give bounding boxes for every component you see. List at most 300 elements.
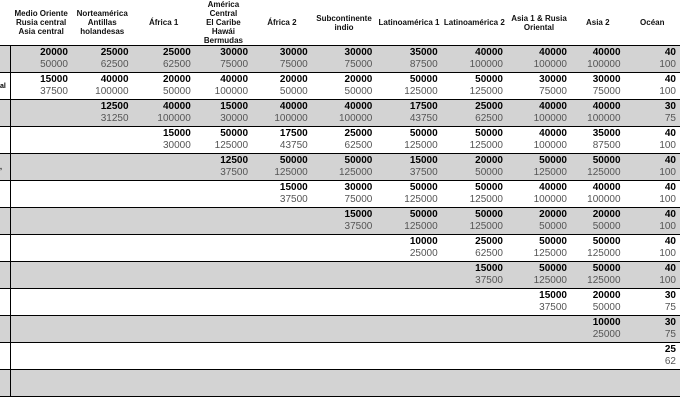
table-cell — [195, 73, 252, 100]
cell-points-value: 125000 — [404, 140, 438, 151]
cell-weight-value: 40000 — [592, 47, 621, 58]
table-cell — [133, 208, 195, 235]
cell-weight-value: 50000 — [344, 155, 373, 166]
table-cell — [72, 343, 133, 370]
table-cell — [376, 262, 441, 289]
cell-points-value: 125000 — [587, 167, 621, 178]
cell-points-value: 75000 — [279, 59, 308, 70]
cell-points-value: 100 — [659, 59, 676, 70]
table-cell — [133, 370, 195, 397]
cell-points-value: 125000 — [533, 167, 567, 178]
table-cell — [195, 100, 252, 127]
cell-points-value: 100000 — [274, 113, 308, 124]
cell-weight-value: 30000 — [279, 47, 308, 58]
table-cell — [376, 235, 441, 262]
cell-weight-value: 40 — [664, 263, 676, 274]
cell-points-value: 25000 — [409, 248, 438, 259]
cell-weight-value: 40000 — [592, 101, 621, 112]
table-cell — [10, 262, 72, 289]
column-header: Asia 1 & Rusia Oriental — [507, 0, 571, 46]
table-cell — [252, 154, 312, 181]
table-cell — [312, 235, 377, 262]
table-cell — [507, 235, 571, 262]
table-cell — [312, 370, 377, 397]
table-cell — [442, 46, 507, 73]
cell-weight-value: 30 — [664, 317, 676, 328]
cell-points-value: 50000 — [40, 59, 68, 70]
cell-points-value: 100 — [659, 248, 676, 259]
table-cell — [252, 289, 312, 316]
table-cell — [133, 262, 195, 289]
table-cell — [625, 46, 680, 73]
table-cell — [571, 181, 625, 208]
table-row — [0, 289, 680, 316]
cell-points-value: 125000 — [587, 248, 621, 259]
table-cell — [10, 127, 72, 154]
table-cell — [252, 370, 312, 397]
table-cell — [252, 100, 312, 127]
table-cell — [376, 181, 441, 208]
cell-points-value: 37500 — [539, 302, 567, 313]
table-row — [0, 181, 680, 208]
cell-points-value: 100 — [659, 140, 676, 151]
cell-weight-value: 25000 — [100, 47, 129, 58]
row-label-cell — [0, 208, 10, 235]
table-cell — [252, 181, 312, 208]
table-cell — [72, 235, 133, 262]
cell-points-value: 125000 — [214, 140, 249, 151]
table-cell — [72, 46, 133, 73]
cell-weight-value: 40000 — [279, 101, 308, 112]
cell-points-value: 100000 — [587, 59, 621, 70]
cell-points-value: 62500 — [162, 59, 191, 70]
row-label-cell: , — [0, 154, 10, 181]
cell-weight-value: 17500 — [409, 101, 438, 112]
cell-weight-value: 35000 — [592, 128, 621, 139]
table-cell — [442, 127, 507, 154]
cell-points-value: 125000 — [404, 86, 438, 97]
row-label-cell — [0, 100, 10, 127]
cell-weight-value: 40 — [664, 74, 676, 85]
cell-points-value: 62500 — [344, 140, 373, 151]
cell-weight-value: 12500 — [220, 155, 249, 166]
cell-weight-value: 25000 — [475, 101, 503, 112]
cell-weight-value: 25 — [664, 344, 676, 355]
table-cell — [625, 316, 680, 343]
cell-weight-value: 10000 — [592, 317, 621, 328]
cell-weight-value: 20000 — [539, 209, 567, 220]
cell-weight-value: 15000 — [279, 182, 308, 193]
cell-points-value: 37500 — [344, 221, 373, 232]
cell-weight-value: 30 — [664, 101, 676, 112]
cell-weight-value: 50000 — [409, 74, 438, 85]
table-cell — [442, 73, 507, 100]
table-cell — [312, 154, 377, 181]
cell-weight-value: 15000 — [162, 128, 191, 139]
table-cell — [252, 343, 312, 370]
table-cell — [195, 208, 252, 235]
cell-points-value: 100000 — [587, 194, 621, 205]
cell-weight-value: 25000 — [162, 47, 191, 58]
cell-points-value: 75 — [664, 113, 676, 124]
cell-weight-value: 50000 — [409, 128, 438, 139]
table-cell — [571, 127, 625, 154]
table-cell — [133, 235, 195, 262]
table-cell — [625, 181, 680, 208]
table-cell — [625, 343, 680, 370]
table-cell — [625, 127, 680, 154]
column-header: Medio Oriente Rusia central Asia central — [10, 0, 72, 46]
row-label-cell — [0, 343, 10, 370]
cell-weight-value: 40 — [664, 182, 676, 193]
table-cell — [442, 100, 507, 127]
table-cell — [133, 73, 195, 100]
cell-points-value: 100000 — [533, 140, 567, 151]
table-cell — [571, 316, 625, 343]
cell-weight-value: 20000 — [279, 74, 308, 85]
cell-weight-value: 50000 — [539, 263, 567, 274]
row-label-cell — [0, 316, 10, 343]
table-cell — [72, 154, 133, 181]
table-cell — [252, 262, 312, 289]
cell-weight-value: 40 — [664, 209, 676, 220]
table-cell — [133, 46, 195, 73]
cell-points-value: 100000 — [95, 86, 129, 97]
table-cell — [312, 316, 377, 343]
cell-points-value: 50000 — [279, 86, 308, 97]
table-cell — [571, 154, 625, 181]
cell-weight-value: 40 — [664, 155, 676, 166]
table-cell — [133, 100, 195, 127]
cell-weight-value: 40 — [664, 128, 676, 139]
cell-weight-value: 40000 — [344, 101, 373, 112]
cell-points-value: 125000 — [587, 275, 621, 286]
table-cell — [507, 73, 571, 100]
row-label-cell — [0, 262, 10, 289]
cell-points-value: 50000 — [344, 86, 373, 97]
table-cell — [10, 73, 72, 100]
table-cell — [10, 316, 72, 343]
table-cell — [571, 262, 625, 289]
cell-weight-value: 35000 — [409, 47, 438, 58]
cell-weight-value: 50000 — [475, 209, 503, 220]
table-cell — [442, 181, 507, 208]
cell-weight-value: 30000 — [592, 74, 621, 85]
table-cell — [571, 343, 625, 370]
table-cell — [442, 343, 507, 370]
cell-points-value: 75000 — [344, 194, 373, 205]
cell-weight-value: 20000 — [475, 155, 503, 166]
table-cell — [376, 154, 441, 181]
table-cell — [133, 181, 195, 208]
cell-weight-value: 50000 — [409, 209, 438, 220]
table-cell — [312, 100, 377, 127]
table-cell — [442, 370, 507, 397]
cell-weight-value: 40000 — [539, 101, 567, 112]
table-cell — [195, 316, 252, 343]
table-cell — [195, 262, 252, 289]
table-cell — [133, 343, 195, 370]
cell-points-value: 37500 — [279, 194, 308, 205]
table-cell — [507, 370, 571, 397]
cell-points-value: 75000 — [592, 86, 621, 97]
table-cell — [442, 154, 507, 181]
table-cell — [625, 262, 680, 289]
table-cell — [507, 181, 571, 208]
cell-weight-value: 15000 — [40, 74, 68, 85]
column-header: Latinoamérica 2 — [442, 0, 507, 46]
table-cell — [312, 181, 377, 208]
table-cell — [312, 343, 377, 370]
cell-weight-value: 25000 — [344, 128, 373, 139]
table-cell — [10, 208, 72, 235]
table-cell — [376, 46, 441, 73]
cell-weight-value: 50000 — [279, 155, 308, 166]
row-label-cell — [0, 181, 10, 208]
cell-points-value: 25000 — [592, 329, 621, 340]
table-cell — [376, 208, 441, 235]
table-cell — [10, 289, 72, 316]
cell-weight-value: 40 — [664, 236, 676, 247]
table-cell — [133, 127, 195, 154]
cell-points-value: 125000 — [469, 140, 503, 151]
cell-points-value: 50000 — [539, 221, 567, 232]
column-header: Subcontinente indio — [312, 0, 377, 46]
cell-points-value: 62500 — [475, 248, 503, 259]
table-cell — [507, 262, 571, 289]
table-cell — [442, 208, 507, 235]
cell-weight-value: 40000 — [539, 128, 567, 139]
table-cell — [625, 235, 680, 262]
table-cell — [625, 100, 680, 127]
cell-points-value: 100000 — [157, 113, 191, 124]
cell-points-value: 75 — [664, 329, 676, 340]
table-cell — [133, 316, 195, 343]
table-cell — [507, 343, 571, 370]
table-cell — [507, 46, 571, 73]
cell-weight-value: 50000 — [592, 155, 621, 166]
table-cell — [507, 127, 571, 154]
table-row — [0, 127, 680, 154]
cell-points-value: 125000 — [533, 275, 567, 286]
cell-points-value: 37500 — [40, 86, 68, 97]
table-cell — [442, 289, 507, 316]
table-cell — [72, 181, 133, 208]
table-row — [0, 46, 680, 73]
table-row — [0, 100, 680, 127]
cell-weight-value: 20000 — [592, 290, 621, 301]
table-cell — [571, 73, 625, 100]
cell-points-value: 50000 — [475, 167, 503, 178]
table-body — [0, 46, 680, 397]
table-cell — [72, 127, 133, 154]
cell-weight-value: 40000 — [220, 74, 249, 85]
row-label-cell — [0, 235, 10, 262]
cell-points-value: 37500 — [220, 167, 249, 178]
cell-weight-value: 50000 — [409, 182, 438, 193]
cell-weight-value: 15000 — [539, 290, 567, 301]
table-cell — [507, 154, 571, 181]
table-cell — [195, 154, 252, 181]
table-cell — [312, 289, 377, 316]
table-cell — [133, 289, 195, 316]
cell-points-value: 100000 — [587, 113, 621, 124]
table-cell — [376, 289, 441, 316]
table-row — [0, 262, 680, 289]
table-cell — [72, 73, 133, 100]
table-cell — [625, 370, 680, 397]
cell-points-value: 125000 — [338, 167, 373, 178]
cell-points-value: 50000 — [592, 221, 621, 232]
table-cell — [252, 316, 312, 343]
table-cell — [507, 208, 571, 235]
table-cell — [195, 46, 252, 73]
cell-weight-value: 50000 — [539, 236, 567, 247]
cell-points-value: 100000 — [338, 113, 373, 124]
cell-points-value: 31250 — [100, 113, 129, 124]
table-cell — [10, 100, 72, 127]
table-cell — [133, 154, 195, 181]
cell-points-value: 100000 — [533, 113, 567, 124]
column-header: Asia 2 — [571, 0, 625, 46]
row-label-cell: al — [0, 73, 10, 100]
cell-weight-value: 50000 — [475, 182, 503, 193]
cell-points-value: 75 — [664, 302, 676, 313]
cell-weight-value: 40000 — [539, 182, 567, 193]
cell-points-value: 62500 — [475, 113, 503, 124]
table-cell — [252, 235, 312, 262]
cell-points-value: 30000 — [162, 140, 191, 151]
cell-weight-value: 20000 — [592, 209, 621, 220]
cell-weight-value: 25000 — [475, 236, 503, 247]
table-cell — [312, 46, 377, 73]
table-cell — [10, 370, 72, 397]
table-cell — [507, 316, 571, 343]
cell-weight-value: 15000 — [344, 209, 373, 220]
column-header: Latinoamérica 1 — [376, 0, 441, 46]
cell-points-value: 125000 — [469, 194, 503, 205]
table-cell — [312, 262, 377, 289]
cell-weight-value: 12500 — [100, 101, 129, 112]
cell-points-value: 50000 — [592, 302, 621, 313]
cell-weight-value: 40000 — [475, 47, 503, 58]
cell-points-value: 100 — [659, 275, 676, 286]
column-header: Océan — [625, 0, 680, 46]
cell-points-value: 37500 — [475, 275, 503, 286]
table-row — [0, 316, 680, 343]
cell-weight-value: 17500 — [279, 128, 308, 139]
table-cell — [507, 100, 571, 127]
cell-points-value: 62 — [664, 356, 676, 367]
table-cell — [571, 370, 625, 397]
table-cell — [571, 46, 625, 73]
table-cell — [312, 73, 377, 100]
table-cell — [252, 46, 312, 73]
table-cell — [195, 181, 252, 208]
table-cell — [376, 316, 441, 343]
cell-points-value: 87500 — [592, 140, 621, 151]
cell-points-value: 75000 — [539, 86, 567, 97]
table-cell — [625, 154, 680, 181]
table-cell — [252, 208, 312, 235]
cell-weight-value: 10000 — [409, 236, 438, 247]
cell-weight-value: 15000 — [220, 101, 249, 112]
cell-points-value: 43750 — [279, 140, 308, 151]
cell-points-value: 100000 — [533, 59, 567, 70]
table-cell — [72, 289, 133, 316]
cell-weight-value: 20000 — [344, 74, 373, 85]
cell-weight-value: 40000 — [162, 101, 191, 112]
column-header: África 2 — [252, 0, 312, 46]
table-row — [0, 73, 680, 100]
cell-points-value: 37500 — [409, 167, 438, 178]
cell-weight-value: 20000 — [162, 74, 191, 85]
table-cell — [625, 73, 680, 100]
table-cell — [625, 289, 680, 316]
cell-weight-value: 50000 — [220, 128, 249, 139]
table-cell — [376, 343, 441, 370]
cell-weight-value: 30000 — [220, 47, 249, 58]
cell-weight-value: 40000 — [100, 74, 129, 85]
table-cell — [442, 316, 507, 343]
cell-points-value: 100 — [659, 194, 676, 205]
cell-points-value: 43750 — [409, 113, 438, 124]
cell-weight-value: 40 — [664, 47, 676, 58]
cell-points-value: 100 — [659, 86, 676, 97]
table-cell — [72, 316, 133, 343]
cell-points-value: 100 — [659, 167, 676, 178]
table-cell — [10, 235, 72, 262]
table-cell — [312, 127, 377, 154]
table-cell — [10, 154, 72, 181]
table-cell — [195, 235, 252, 262]
cell-points-value: 125000 — [469, 221, 503, 232]
table-cell — [625, 208, 680, 235]
table-cell — [571, 289, 625, 316]
cell-weight-value: 30000 — [344, 47, 373, 58]
cell-points-value: 30000 — [220, 113, 249, 124]
table-cell — [571, 100, 625, 127]
cell-points-value: 75000 — [220, 59, 249, 70]
column-header: Norteamérica Antillas holandesas — [72, 0, 133, 46]
column-header: América Central El Caribe Hawái Bermudas — [195, 0, 252, 46]
cell-points-value: 62500 — [100, 59, 129, 70]
row-label-cell — [0, 127, 10, 154]
cell-points-value: 125000 — [533, 248, 567, 259]
table-row — [0, 343, 680, 370]
table-cell — [252, 127, 312, 154]
cell-weight-value: 50000 — [592, 236, 621, 247]
table-cell — [252, 73, 312, 100]
cell-weight-value: 50000 — [475, 74, 503, 85]
table-cell — [442, 262, 507, 289]
table-cell — [195, 343, 252, 370]
table-cell — [442, 235, 507, 262]
cell-weight-value: 20000 — [40, 47, 68, 58]
table-cell — [507, 289, 571, 316]
cell-weight-value: 30000 — [539, 74, 567, 85]
table-row — [0, 370, 680, 397]
table-cell — [195, 127, 252, 154]
table-cell — [376, 100, 441, 127]
cell-points-value: 87500 — [409, 59, 438, 70]
table-row — [0, 235, 680, 262]
table-cell — [72, 370, 133, 397]
table-row — [0, 208, 680, 235]
cell-weight-value: 50000 — [592, 263, 621, 274]
table-cell — [195, 370, 252, 397]
cell-weight-value: 30 — [664, 290, 676, 301]
